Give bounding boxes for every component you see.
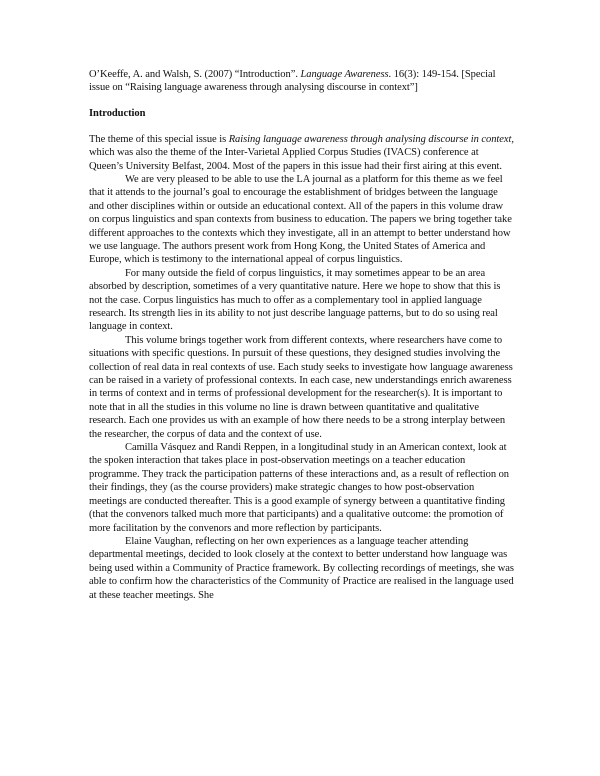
paragraph: Camilla Vásquez and Randi Reppen, in a longitudinal study in an American context, look at the spoken interaction that takes place in post-observation meetings on a teacher education programme. They track the participation patterns of these interactions and, as a result of reflection on their findings, they (as the course providers) make strategic changes to how post-observation meetings are conducted thereafter. This is a good example of synergy between a quantitative finding (that the convenors talked much more that participants) and a qualitative outcome: the promotion of more facilitation by the convenors and more reflection by participants. xyxy=(89,442,509,534)
citation-details: . 16(3): 149-154. [Special issue on “Raising language awareness through analysing discourse in context”] xyxy=(89,69,496,94)
paragraph: This volume brings together work from different contexts, where researchers have come to situations with specific questions. In pursuit of these questions, they designed studies involving the collection of real data in real contexts of use. Each study seeks to investigate how language awareness can be raised in a variety of professional contexts. In each case, new understandings enrich awareness in terms of context and in terms of professional development for the researcher(s). It is important to note that in all the studies in this volume no line is drawn between quantitative and qualitative research. Each one provides us with an example of how there needs to be a strong interplay between the researcher, the corpus of data and the context of use. xyxy=(89,334,513,440)
intro-paragraph xyxy=(89,133,514,173)
paragraph: We are very pleased to be able to use the LA journal as a platform for this theme as we feel that it attends to the journal’s goal to encourage the establishment of bridges between the language and other disciplines within or outside an educational context. All of the papers in this volume draw on corpus linguistics and span contexts from business to education. The papers we bring together take different approaches to the contexts which they investigate, all in an attempt to better understand how we use language. The authors present work from Hong Kong, the United States of America and Europe, which is testimony to the international appeal of corpus linguistics. xyxy=(89,173,512,266)
citation xyxy=(89,68,514,95)
intro-text-end: which was also the theme of the Inter-Varietal Applied Corpus Studies (IVACS) conference at Queen’s University Belfast, 2004. Most of the papers in this issue had their first airing at this event. xyxy=(89,147,502,172)
document-page xyxy=(89,68,514,602)
citation-authors: O’Keeffe, A. and Walsh, S. (2007) “Introduction”. xyxy=(89,69,298,80)
paragraph: For many outside the field of corpus linguistics, it may sometimes appear to be an area absorbed by description, sometimes of a very quantitative nature. Here we hope to show that this is not the case. Corpus linguistics has much to offer as a complementary tool in applied language research. Its strength lies in its ability to not just describe language patterns, but to do so using real language in context. xyxy=(89,267,501,333)
intro-text-start: The theme of this special issue is xyxy=(89,133,229,145)
section-heading: Introduction xyxy=(89,107,146,119)
citation-journal: Language Awareness xyxy=(300,69,389,80)
issue-theme-title: Raising language awareness through analysing discourse in context, xyxy=(228,133,514,145)
paragraph: Elaine Vaughan, reflecting on her own experiences as a language teacher attending departmental meetings, decided to look closely at the context to better understand how language was being used within a Community of Practice framework. By collecting recordings of meetings, she was able to confirm how the characteristics of the Community of Practice are realised in the language used at these teacher meetings. She xyxy=(89,535,514,601)
